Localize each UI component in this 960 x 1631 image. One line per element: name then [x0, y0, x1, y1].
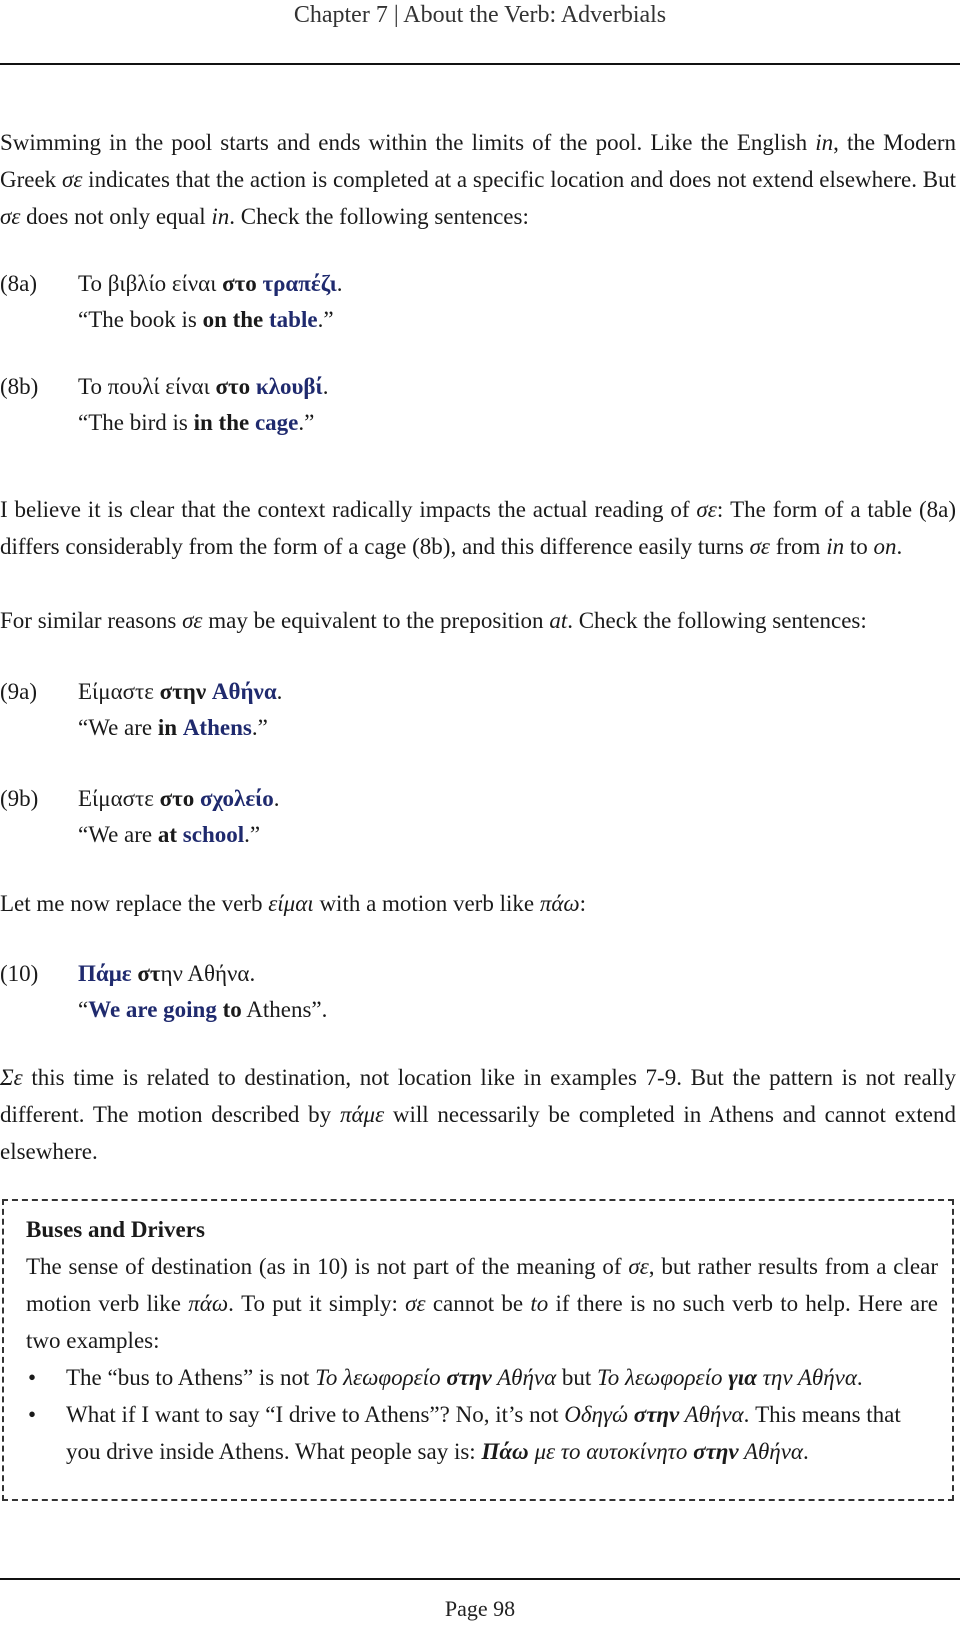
- english-translation: “The bird is in the cage.”: [78, 410, 315, 435]
- english-translation: “The book is on the table.”: [78, 307, 334, 332]
- example-number: (9b): [0, 786, 39, 811]
- paragraph-context: I believe it is clear that the context radically impacts the actual reading of σε: The form of a table (8a) differs considerably from the form of a cage (8b), and this difference easily turns σε from in to on.: [0, 497, 956, 559]
- greek-sentence: Είμαστε στο σχολείο.: [78, 786, 280, 811]
- note-box-list: [26, 1359, 938, 1470]
- english-translation: “We are in Athens.”: [78, 715, 268, 740]
- example-number: (9a): [0, 679, 38, 704]
- note-box-title: Buses and Drivers: [26, 1217, 205, 1242]
- english-translation: “We are going to Athens”.: [78, 997, 328, 1022]
- note-box-content: [26, 1211, 938, 1470]
- running-header: Chapter 7 | About the Verb: Adverbials: [293, 2, 667, 28]
- list-item: • The “bus to Athens” is not Το λεωφορείο στην Αθήνα but Το λεωφορείο για την Αθήνα.: [26, 1359, 938, 1396]
- paragraph-similar: For similar reasons σε may be equivalent to the preposition at. Check the following sentences:: [0, 608, 867, 633]
- bullet-icon: •: [28, 1402, 37, 1427]
- list-item: • What if I want to say “I drive to Athens”? No, it’s not Οδηγώ στην Αθήνα. This means that you drive inside Athens. What people say is: Πάω με το αυτοκίνητο στην Αθήνα.: [26, 1396, 938, 1470]
- note-box-text: The sense of destination (as in 10) is not part of the meaning of σε, but rather results from a clear motion verb like πάω. To put it simply: σε cannot be to if there is no such verb to help. Here are two examples:: [26, 1254, 939, 1353]
- note-box: [2, 1199, 954, 1501]
- greek-sentence: Είμαστε στην Αθήνα.: [78, 679, 283, 704]
- english-translation: “We are at school.”: [78, 822, 261, 847]
- footer-rule: [0, 1578, 960, 1580]
- greek-sentence: Το βιβλίο είναι στο τραπέζι.: [78, 271, 343, 296]
- paragraph-motion-verb: Let me now replace the verb είμαι with a motion verb like πάω:: [0, 891, 587, 916]
- bullet-icon: •: [28, 1365, 37, 1390]
- example-number: (8b): [0, 374, 39, 399]
- paragraph-destination: Σε this time is related to destination, not location like in examples 7-9. But the pattern is not really different. The motion described by πάμε will necessarily be completed in Athens and cannot extend elsewhere.: [0, 1065, 957, 1164]
- greek-sentence: Το πουλί είναι στο κλουβί.: [78, 374, 329, 399]
- greek-sentence: Πάμε στην Αθήνα.: [78, 961, 256, 986]
- example-number: (10): [0, 961, 39, 986]
- intro-paragraph: Swimming in the pool starts and ends within the limits of the pool. Like the English in, the Modern Greek σε indicates that the action is completed at a specific location and does not extend elsewhere. But σε does not only equal in. Check the following sentences:: [0, 130, 957, 229]
- example-number: (8a): [0, 271, 38, 296]
- header-rule: [0, 63, 960, 65]
- page-number: Page 98: [444, 1596, 516, 1621]
